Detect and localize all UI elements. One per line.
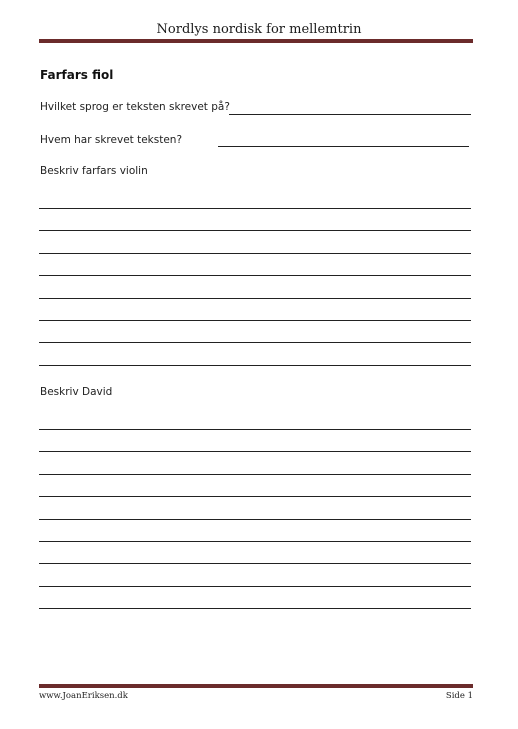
question-author: Hvem har skrevet teksten? [40, 134, 183, 146]
writing-line-david[interactable] [39, 586, 471, 587]
section-prompt-violin: Beskriv farfars violin [40, 165, 148, 177]
header-rule [39, 39, 473, 43]
footer-website: www.JoanEriksen.dk [39, 691, 128, 701]
writing-line-violin[interactable] [39, 342, 471, 343]
worksheet-title: Farfars fiol [40, 68, 114, 82]
writing-line-violin[interactable] [39, 208, 471, 209]
header-title: Nordlys nordisk for mellemtrin [156, 22, 362, 37]
writing-line-david[interactable] [39, 541, 471, 542]
writing-line-david[interactable] [39, 563, 471, 564]
writing-line-david[interactable] [39, 474, 471, 475]
writing-line-david[interactable] [39, 429, 471, 430]
writing-line-violin[interactable] [39, 365, 471, 366]
writing-line-david[interactable] [39, 608, 471, 609]
writing-line-violin[interactable] [39, 275, 471, 276]
writing-line-violin[interactable] [39, 320, 471, 321]
writing-line-david[interactable] [39, 519, 471, 520]
writing-line-violin[interactable] [39, 253, 471, 254]
writing-line-violin[interactable] [39, 230, 471, 231]
writing-line-david[interactable] [39, 496, 471, 497]
question-language: Hvilket sprog er teksten skrevet på? [40, 101, 230, 113]
writing-line-violin[interactable] [39, 298, 471, 299]
footer-page-number: Side 1 [445, 691, 473, 701]
answer-line-language[interactable] [229, 114, 471, 115]
answer-line-author[interactable] [218, 146, 469, 147]
writing-line-david[interactable] [39, 451, 471, 452]
footer-rule [39, 684, 473, 688]
section-prompt-david: Beskriv David [40, 386, 113, 398]
